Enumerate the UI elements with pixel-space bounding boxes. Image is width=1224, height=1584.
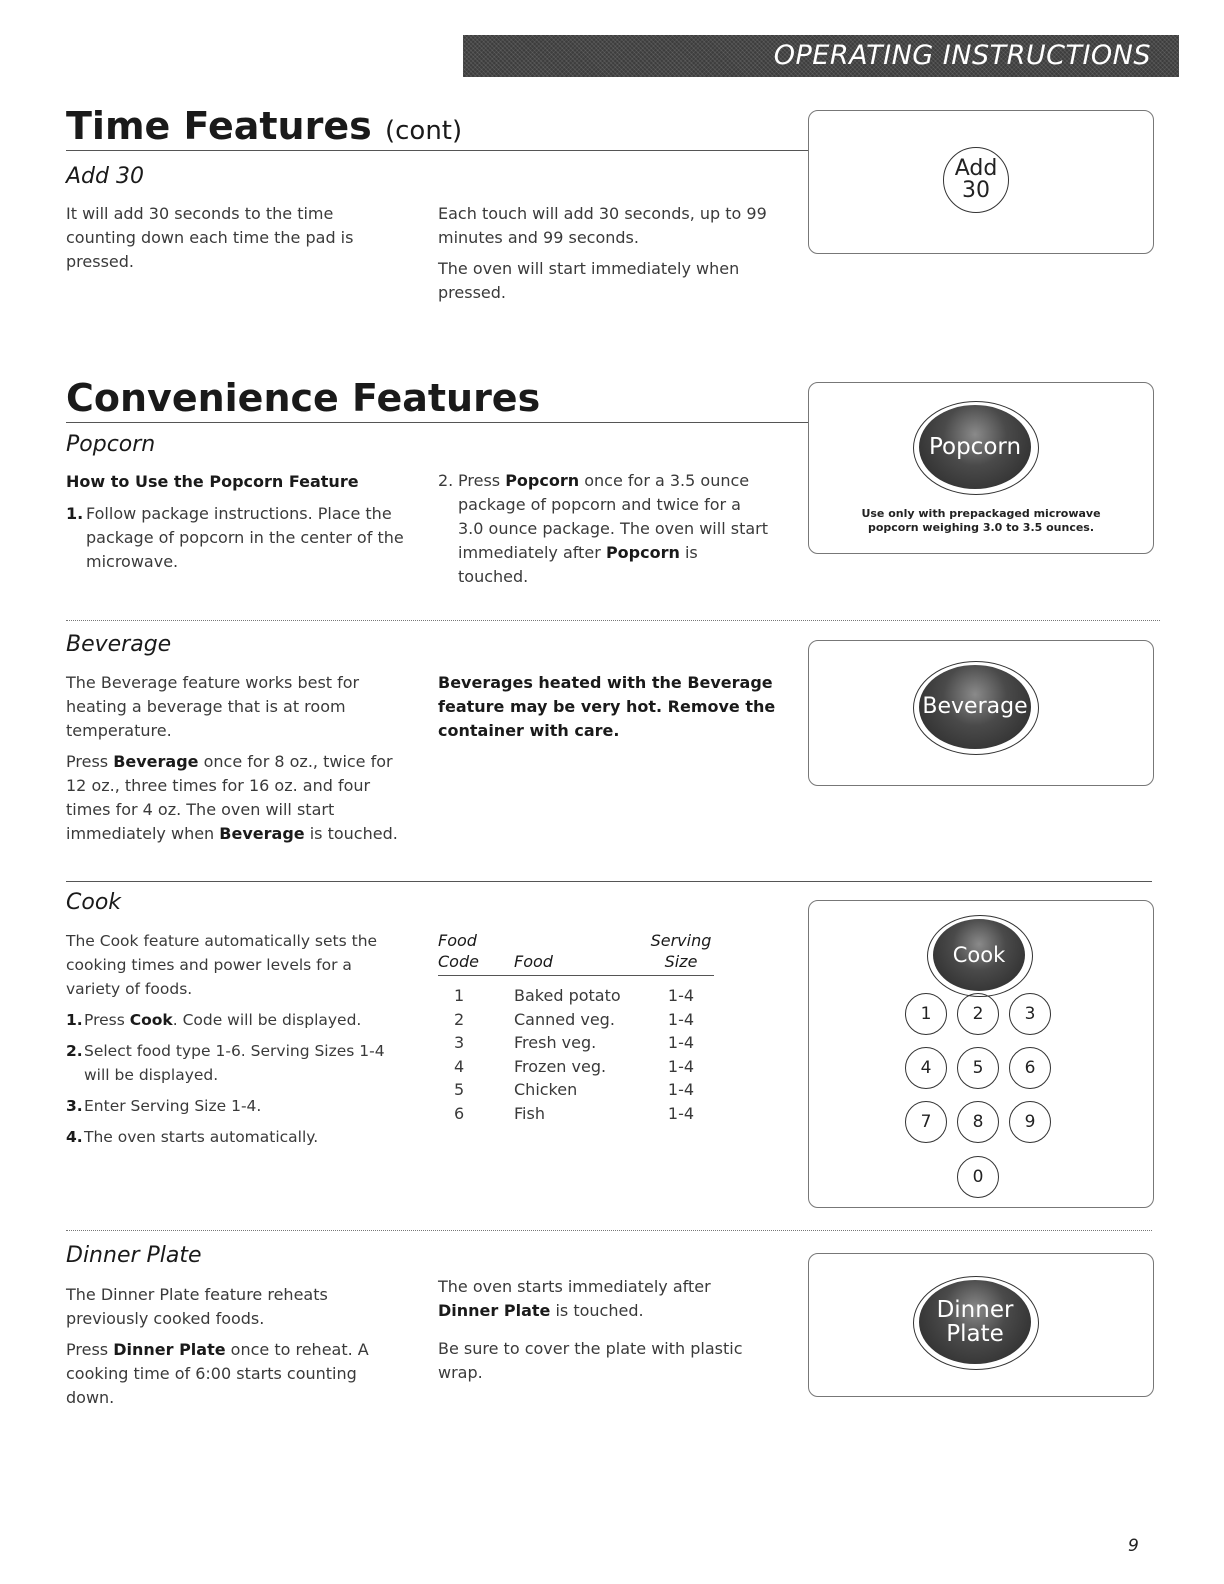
popcorn-step1: 1. Follow package instructions. Place the package of popcorn in the center of the microwave.	[66, 504, 404, 571]
food-name-cell: Fresh veg.	[514, 1033, 597, 1052]
number-key-9[interactable]: 9	[1009, 1101, 1051, 1143]
food-code-cell: 1	[454, 986, 465, 1005]
header-banner	[463, 35, 1179, 77]
subsection-title-add30: Add 30	[66, 164, 144, 189]
number-key-1[interactable]: 1	[905, 993, 947, 1035]
beverage-warning: Beverages heated with the Beverage feature may be very hot. Remove the container with care.	[438, 673, 776, 740]
table-row	[438, 1102, 714, 1126]
col-food-code: Food Code	[438, 930, 514, 976]
divider	[66, 881, 1152, 882]
cook-food-table	[438, 930, 714, 1125]
subsection-title-dinner-plate: Dinner Plate	[66, 1243, 202, 1268]
food-code-cell: 5	[454, 1080, 465, 1099]
serving-size-cell: 1-4	[667, 1033, 695, 1052]
table-row	[438, 976, 714, 1008]
number-key-3[interactable]: 3	[1009, 993, 1051, 1035]
subsection-title-popcorn: Popcorn	[66, 432, 156, 457]
banner-title: OPERATING INSTRUCTIONS	[773, 40, 1151, 71]
food-name-cell: Fish	[514, 1103, 545, 1123]
food-code-cell: 4	[454, 1056, 465, 1076]
serving-size-cell: 1-4	[667, 986, 695, 1005]
popcorn-note: Use only with prepackaged microwave popcorn weighing 3.0 to 3.5 ounces.	[861, 507, 1101, 534]
beverage-left-text: The Beverage feature works best for heating a beverage that is at room temperature. Press Beverage once for 8 oz., twice for 12 oz., three times for 16 oz. and four times for 4 oz. The oven will start immediately when Beverage is touched.	[66, 673, 398, 843]
serving-size-cell: 1-4	[667, 1103, 695, 1123]
popcorn-panel	[808, 382, 1154, 554]
food-name-cell: Canned veg.	[514, 1009, 615, 1029]
food-code-cell: 3	[454, 1033, 465, 1052]
number-key-8[interactable]: 8	[957, 1101, 999, 1143]
col-food: Food	[514, 930, 648, 976]
add30-right-text: Each touch will add 30 seconds, up to 99 minutes and 99 seconds. The oven will start immediately when pressed.	[438, 204, 767, 302]
serving-size-cell: 1-4	[667, 1056, 695, 1076]
popcorn-step2: 2. Press Popcorn once for a 3.5 ounce package of popcorn and twice for a 3.0 ounce package. The oven will start immediately after Popcorn is touched.	[438, 471, 768, 586]
number-key-6[interactable]: 6	[1009, 1047, 1051, 1089]
cook-pad[interactable]: Cook	[933, 919, 1025, 991]
popcorn-subheading: How to Use the Popcorn Feature	[66, 472, 359, 491]
food-code-cell: 6	[454, 1103, 465, 1123]
add30-pad[interactable]: Add 30	[943, 147, 1009, 213]
cook-steps: The Cook feature automatically sets the cooking times and power levels for a variety of foods. 1. Press Cook. Code will be displayed. 2. Select food type 1-6. Serving Sizes 1-4 will be displayed. 3. Enter Serving Size 1-4. 4. The oven starts automatically.	[66, 932, 385, 1146]
number-key-7[interactable]: 7	[905, 1101, 947, 1143]
dinner-plate-panel	[808, 1253, 1154, 1397]
beverage-pad[interactable]: Beverage	[919, 665, 1031, 749]
beverage-panel	[808, 640, 1154, 786]
section-title-convenience: Convenience Features	[66, 376, 541, 420]
divider	[66, 620, 1160, 621]
subsection-title-cook: Cook	[66, 890, 122, 915]
table-row	[438, 1078, 714, 1102]
food-name-cell: Chicken	[514, 1080, 578, 1099]
serving-size-cell: 1-4	[667, 1080, 695, 1099]
dinner-plate-left-text: The Dinner Plate feature reheats previously cooked foods. Press Dinner Plate once to reheat. A cooking time of 6:00 starts counting down.	[66, 1285, 369, 1407]
divider	[66, 150, 808, 151]
number-key-0[interactable]: 0	[957, 1156, 999, 1198]
number-key-2[interactable]: 2	[957, 993, 999, 1035]
table-row	[438, 1008, 714, 1032]
section-title-time-features: Time Features (cont)	[66, 104, 463, 148]
add30-panel	[808, 110, 1154, 254]
food-code-cell: 2	[454, 1009, 465, 1029]
divider	[66, 422, 808, 423]
dinner-plate-pad[interactable]: Dinner Plate	[919, 1280, 1031, 1364]
table-row	[438, 1055, 714, 1079]
number-key-5[interactable]: 5	[957, 1047, 999, 1089]
food-name-cell: Baked potato	[514, 986, 621, 1005]
table-row	[438, 1031, 714, 1055]
food-name-cell: Frozen veg.	[514, 1056, 607, 1076]
add30-left-text: It will add 30 seconds to the time counting down each time the pad is pressed.	[66, 204, 354, 271]
page-number: 9	[1128, 1536, 1139, 1556]
divider	[66, 1230, 1152, 1231]
number-key-4[interactable]: 4	[905, 1047, 947, 1089]
subsection-title-beverage: Beverage	[66, 632, 172, 657]
dinner-plate-right-text: The oven starts immediately after Dinner Plate is touched. Be sure to cover the plate with plastic wrap.	[438, 1277, 743, 1382]
serving-size-cell: 1-4	[667, 1009, 695, 1029]
popcorn-pad[interactable]: Popcorn	[919, 405, 1031, 489]
col-serving-size: Serving Size	[648, 930, 714, 976]
cook-panel	[808, 900, 1154, 1208]
